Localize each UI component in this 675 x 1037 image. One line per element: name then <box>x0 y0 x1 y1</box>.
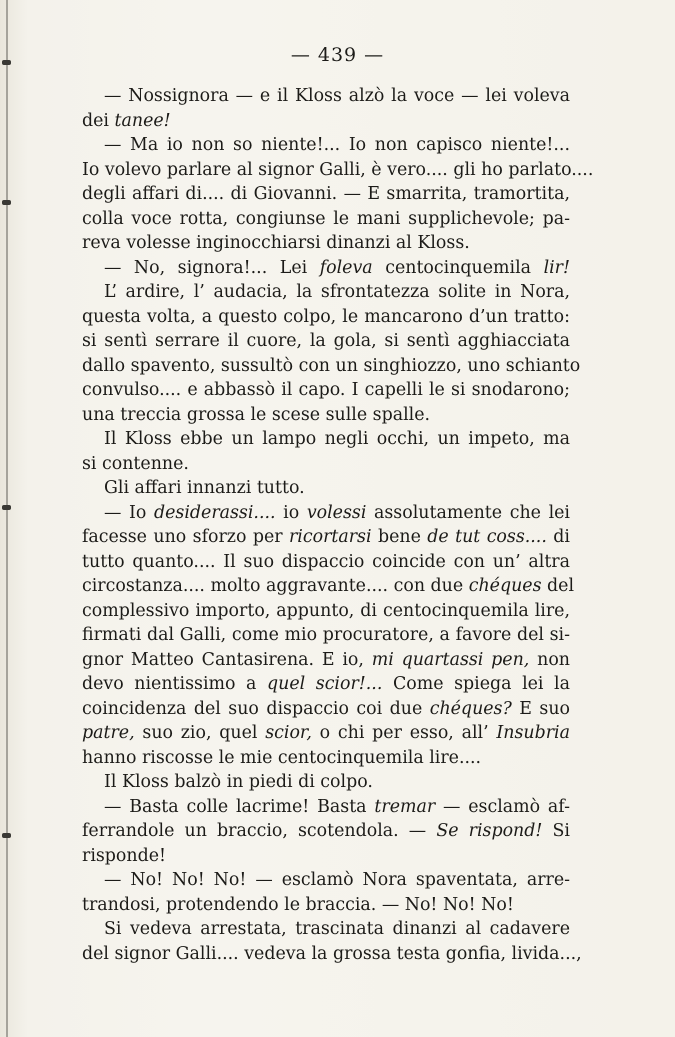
text-segment: assolutamente che lei <box>366 502 570 523</box>
text-line <box>82 672 570 697</box>
italic-text: ricortarsi <box>288 527 372 547</box>
text-segment: E suo <box>511 698 570 719</box>
text-line <box>82 893 570 918</box>
text-segment: — esclamò af- <box>435 796 570 817</box>
text-segment: suo zio, quel <box>134 723 266 743</box>
text-line <box>82 452 570 477</box>
text-line <box>82 599 570 624</box>
text-segment: si sentì serrare il cuore, la gola, si sentì agghiacciata <box>82 331 570 351</box>
text-line <box>82 354 581 379</box>
text-line <box>82 942 582 967</box>
text-segment: hanno riscosse le mie centocinquemila lire.... <box>82 747 482 768</box>
text-segment: — No, signora!... Lei <box>104 257 320 278</box>
text-segment: centocinquemila <box>372 257 544 278</box>
text-line <box>82 403 570 428</box>
text-line <box>82 648 570 673</box>
text-line <box>82 917 570 942</box>
text-segment: risponde! <box>82 845 167 866</box>
italic-text: scior, <box>265 723 312 743</box>
italic-text: patre, <box>82 723 135 743</box>
italic-text: Insubria <box>496 723 570 743</box>
text-line <box>82 844 570 869</box>
italic-text: de tut coss.... <box>427 527 547 547</box>
text-line <box>82 795 570 820</box>
italic-text: lir! <box>543 257 570 278</box>
text-segment: L’ ardire, l’ audacia, la sfrontatezza solite in Nora, <box>104 282 570 302</box>
text-segment: reva volesse inginocchiarsi dinanzi al Kloss. <box>82 233 470 253</box>
italic-text: mi quartassi pen, <box>371 649 530 670</box>
text-line <box>82 550 570 575</box>
text-segment: — Nossignora — e il Kloss alzò la voce — lei voleva <box>104 86 570 106</box>
text-segment: convulso.... e abbassò il capo. I capelli le si snodarono; <box>82 380 570 400</box>
text-line <box>82 84 570 109</box>
text-segment: firmati dal Galli, come mio procuratore, a favore del si- <box>82 625 570 645</box>
text-line <box>82 819 570 844</box>
binding-edge <box>6 0 8 1037</box>
italic-text: volessi <box>306 502 367 523</box>
text-line <box>82 109 570 134</box>
text-line <box>82 280 570 305</box>
text-segment: trandosi, protendendo le braccia. — No! No! No! <box>82 894 514 915</box>
italic-text: chéques <box>468 576 542 596</box>
text-segment: Io volevo parlare al signor Galli, è vero.... gli ho parlato.... <box>82 159 594 180</box>
text-segment: degli affari di.... di Giovanni. — E smarrita, tramortita, <box>82 184 570 204</box>
text-segment: dallo spavento, sussultò con un singhiozzo, uno schianto <box>82 355 581 376</box>
text-segment: coincidenza del suo dispaccio coi due <box>82 698 430 719</box>
text-line <box>82 697 570 722</box>
text-line <box>82 207 570 232</box>
text-segment: del <box>541 576 575 596</box>
italic-text: tremar <box>374 796 436 817</box>
text-segment: questa volta, a questo colpo, le mancarono d’un tratto: <box>82 306 570 327</box>
text-segment: non <box>529 649 571 670</box>
text-line <box>82 525 570 550</box>
text-line <box>82 256 570 281</box>
text-segment: gnor Matteo Cantasirena. E io, <box>82 649 372 670</box>
binding-mark <box>2 833 11 838</box>
binding-mark <box>2 200 11 205</box>
text-segment: o chi per esso, all’ <box>311 723 497 743</box>
text-segment: ferrandole un braccio, scotendola. — <box>82 821 437 841</box>
text-line <box>82 329 570 354</box>
text-segment: Gli affari innanzi tutto. <box>104 478 305 498</box>
body-text <box>82 84 594 966</box>
text-segment: — No! No! No! — esclamò Nora spaventata, arre- <box>104 870 570 890</box>
text-segment: devo nientissimo a <box>82 674 267 694</box>
text-segment: complessivo importo, appunto, di centocinquemila lire, <box>82 600 570 621</box>
text-line <box>82 868 570 893</box>
text-segment: facesse uno sforzo per <box>82 527 289 547</box>
text-line <box>82 623 570 648</box>
text-line <box>82 501 570 526</box>
italic-text: tanee! <box>114 110 171 131</box>
text-segment: tutto quanto.... Il suo dispaccio coincide con un’ altra <box>82 551 570 572</box>
text-line <box>82 231 570 256</box>
italic-text: foleva <box>319 257 373 278</box>
italic-text: Se rispond! <box>436 821 543 841</box>
page-number: — 439 — <box>290 44 385 66</box>
text-segment: circostanza.... molto aggravante.... con due <box>82 576 469 596</box>
italic-text: desiderassi.... <box>153 502 276 523</box>
text-segment: Si <box>542 821 570 841</box>
text-line <box>82 476 570 501</box>
text-segment: — Basta colle lacrime! Basta <box>104 796 375 817</box>
text-line <box>82 158 594 183</box>
text-segment: Si vedeva arrestata, trascinata dinanzi al cadavere <box>104 919 570 939</box>
text-segment: del signor Galli.... vedeva la grossa testa gonfia, livida..., <box>82 943 582 964</box>
text-segment: dei <box>82 110 115 131</box>
text-line <box>82 770 570 795</box>
text-line <box>82 133 570 158</box>
text-line <box>82 721 570 746</box>
text-line <box>82 182 570 207</box>
text-line <box>82 746 570 771</box>
text-segment: bene <box>371 527 428 547</box>
text-line <box>82 574 575 599</box>
text-line <box>82 427 570 452</box>
text-segment: Il Kloss balzò in piedi di colpo. <box>104 772 373 792</box>
text-segment: una treccia grossa le scese sulle spalle. <box>82 404 431 425</box>
text-segment: — Ma io non so niente!... Io non capisco niente!... <box>104 135 570 155</box>
text-segment: io <box>275 502 307 523</box>
binding-mark <box>2 505 11 510</box>
text-segment: — Io <box>104 502 154 523</box>
text-segment: colla voce rotta, congiunse le mani supplichevole; pa- <box>82 208 570 229</box>
text-line <box>82 378 570 403</box>
italic-text: quel scior!... <box>267 674 383 694</box>
text-segment: Il Kloss ebbe un lampo negli occhi, un impeto, ma <box>104 429 570 449</box>
italic-text: chéques? <box>429 698 512 719</box>
text-segment: Come spiega lei la <box>382 674 570 694</box>
text-segment: si contenne. <box>82 453 189 474</box>
text-segment: di <box>546 527 570 547</box>
text-line <box>82 305 570 330</box>
